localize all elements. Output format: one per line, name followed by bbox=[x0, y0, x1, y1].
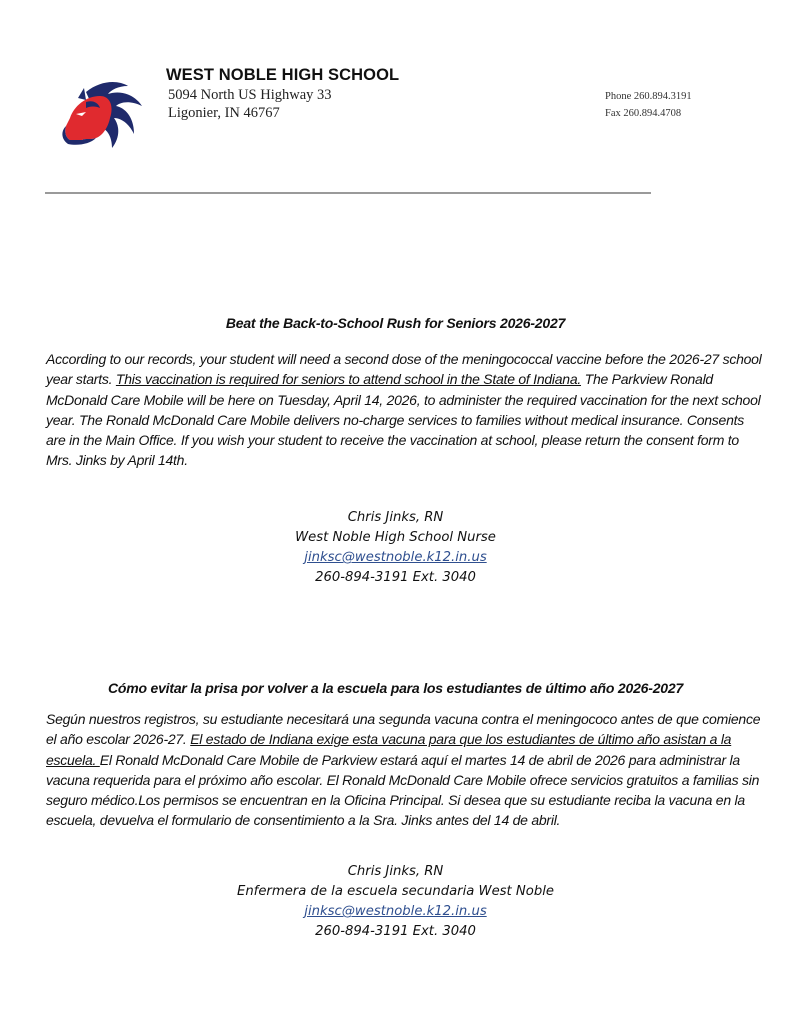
header-divider bbox=[45, 192, 651, 194]
spanish-paragraph bbox=[46, 709, 764, 831]
nurse-role: Enfermera de la escuela secundaria West Noble bbox=[236, 884, 554, 899]
school-name: WEST NOBLE HIGH SCHOOL bbox=[166, 66, 400, 84]
spanish-title: Cómo evitar la prisa por volver a la escuela para los estudiantes de último año 2026-2027 bbox=[107, 680, 684, 696]
nurse-name: Chris Jinks, RN bbox=[347, 864, 444, 879]
nurse-email-link[interactable]: jinksc@westnoble.k12.in.us bbox=[304, 904, 487, 919]
spanish-para-part1: Según nuestros registros, su estudiante necesitará una segunda vacuna contra el meningococo antes de que comience el año escolar 2026-27. bbox=[46, 711, 761, 748]
address-line-1: 5094 North US Highway 33 bbox=[168, 87, 332, 103]
nurse-name: Chris Jinks, RN bbox=[347, 510, 444, 525]
school-logo-icon bbox=[56, 78, 146, 154]
english-para-part1: According to our records, your student will need a second dose of the meningococcal vaccine before the 2026-27 school year starts. bbox=[46, 351, 762, 388]
nurse-phone: 260-894-3191 Ext. 3040 bbox=[315, 924, 476, 939]
english-title: Beat the Back-to-School Rush for Seniors 2026-2027 bbox=[225, 315, 566, 331]
spanish-para-requirement: El estado de Indiana exige esta vacuna para que los estudiantes de último año asistan a la escuela. bbox=[46, 731, 732, 768]
english-para-requirement: This vaccination is required for seniors to attend school in the State of Indiana. bbox=[115, 371, 582, 388]
spanish-signature bbox=[0, 862, 791, 942]
nurse-email-link[interactable]: jinksc@westnoble.k12.in.us bbox=[304, 550, 487, 565]
phone-number: Phone 260.894.3191 bbox=[605, 91, 692, 102]
address-line-2: Ligonier, IN 46767 bbox=[168, 105, 280, 121]
english-para-part2: The Parkview Ronald McDonald Care Mobile will be here on Tuesday, April 14, 2026, to administer the required vaccination for the next school year. The Ronald McDonald Care Mobile delivers no-charge services to families without medical insurance. Consents are in the Main Office. If you wish your student to receive the vaccination at school, please return the consent form to Mrs. Jinks by April 14th. bbox=[46, 371, 761, 469]
english-paragraph bbox=[46, 349, 764, 471]
fax-number: Fax 260.894.4708 bbox=[605, 108, 682, 119]
english-signature bbox=[0, 508, 791, 588]
spanish-para-part2: El Ronald McDonald Care Mobile de Parkview estará aquí el martes 14 de abril de 2026 para administrar la vacuna requerida para el próximo año escolar. El Ronald McDonald Care Mobile ofrece servicios gratuitos a familias sin seguro médico.Los permisos se encuentran en la Oficina Principal. Si desea que su estudiante reciba la vacuna en la escuela, devuelva el formulario de consentimiento a la Sra. Jinks antes del 14 de abril. bbox=[46, 751, 760, 829]
nurse-role: West Noble High School Nurse bbox=[295, 530, 496, 545]
nurse-phone: 260-894-3191 Ext. 3040 bbox=[315, 570, 476, 585]
